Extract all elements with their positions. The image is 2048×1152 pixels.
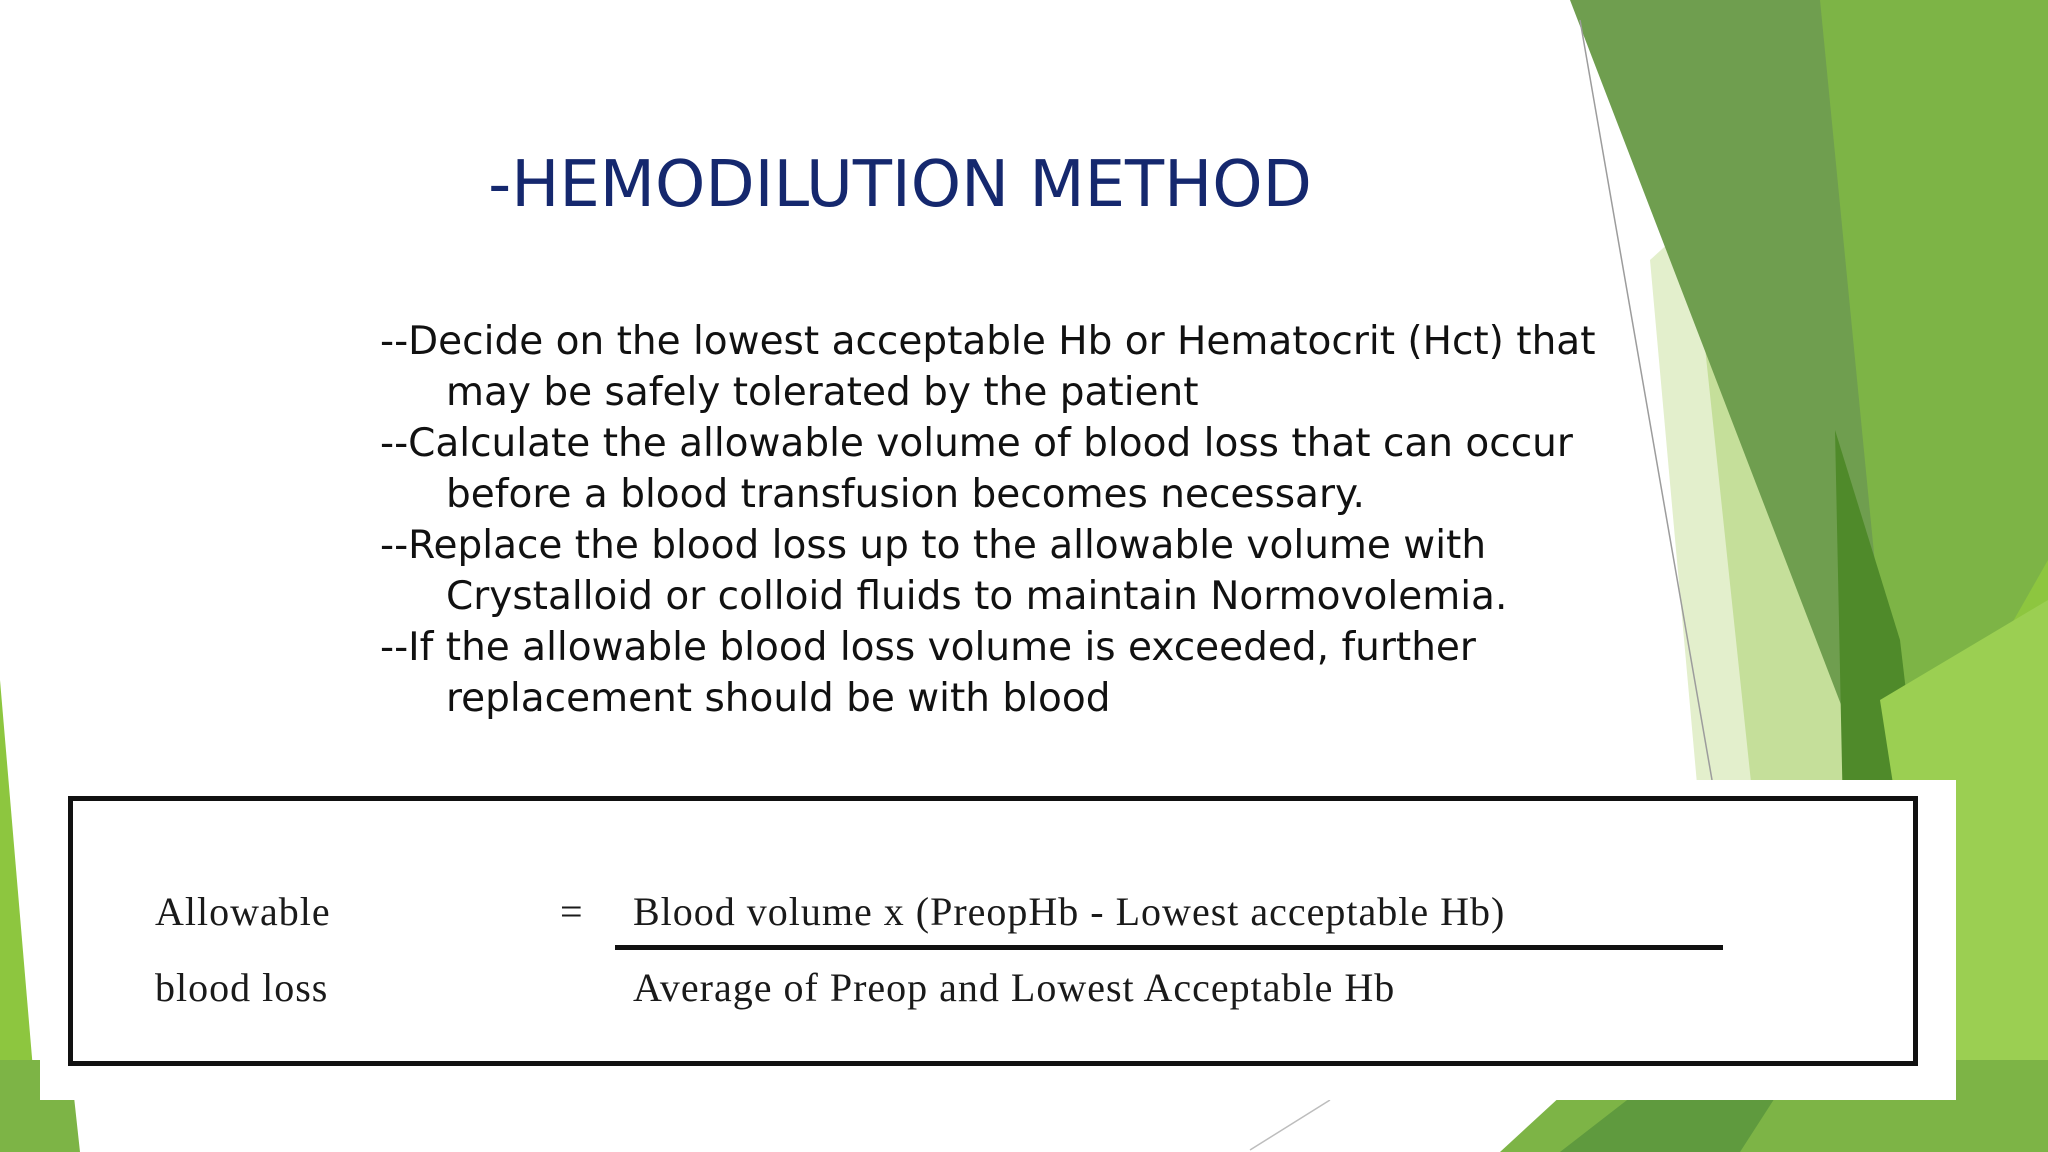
bullet-item: --Decide on the lowest acceptable Hb or Hematocrit (Hct) that may be safely tolerated by the patient bbox=[380, 319, 1596, 415]
formula-equals-sign: = bbox=[560, 889, 584, 934]
formula-box bbox=[68, 796, 1918, 1066]
bullet-item: --Replace the blood loss up to the allowable volume with Crystalloid or colloid fluids to maintain Normovolemia. bbox=[380, 523, 1508, 619]
formula-panel bbox=[40, 780, 1956, 1100]
formula-fraction-bar bbox=[615, 945, 1723, 950]
slide-title: -HEMODILUTION METHOD bbox=[488, 148, 1312, 222]
formula-lhs-line2: blood loss bbox=[155, 965, 329, 1010]
bullet-list bbox=[380, 316, 1640, 724]
bullet-item: --If the allowable blood loss volume is exceeded, further replacement should be with blood bbox=[380, 625, 1476, 721]
formula-numerator: Blood volume x (PreopHb - Lowest acceptable Hb) bbox=[633, 889, 1506, 934]
deco-line-bottom bbox=[1250, 1100, 1330, 1150]
formula-lhs-line1: Allowable bbox=[155, 889, 331, 934]
formula-denominator: Average of Preop and Lowest Acceptable Hb bbox=[633, 965, 1396, 1010]
bullet-item: --Calculate the allowable volume of blood loss that can occur before a blood transfusion becomes necessary. bbox=[380, 421, 1573, 517]
